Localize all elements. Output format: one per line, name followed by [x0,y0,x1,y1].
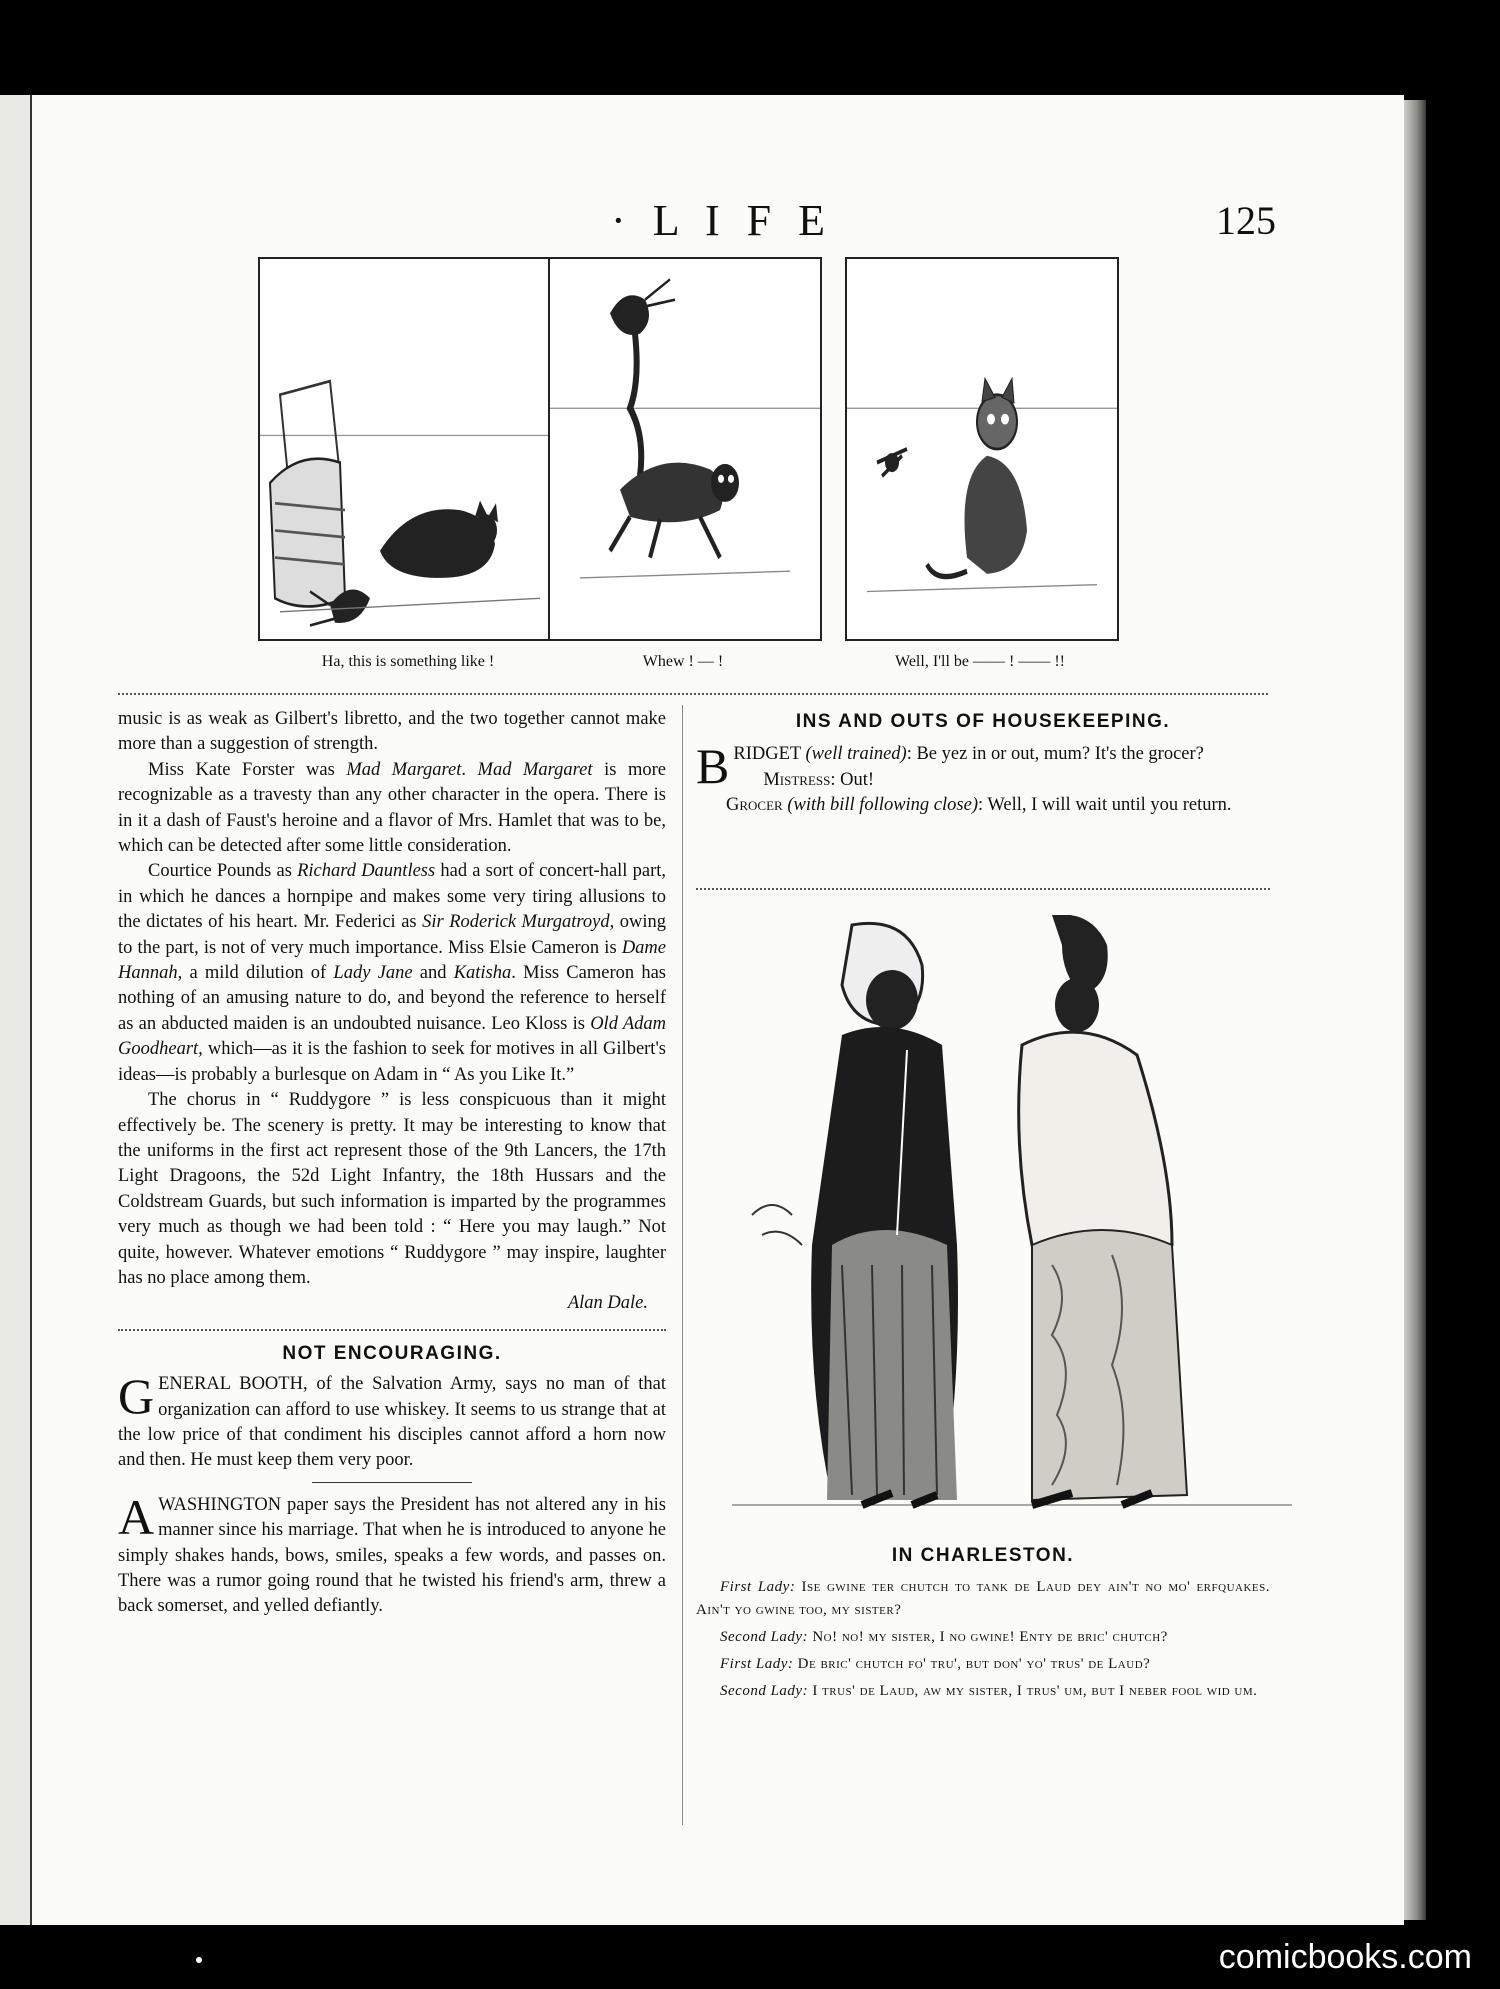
two-ladies-illustration [732,915,1292,1515]
dialog-line: First Lady: De bric' chutch fo' tru', but don' yo' trus' de Laud? [720,1656,1151,1673]
book-spine-edge [1404,100,1426,1920]
article-body: GENERAL BOOTH, of the Salvation Army, says no man of that organization can afford to use whiskey. It seems to us strange that at the low price of that condiment his disciples cannot afford a horn now and then. He must keep them very poor. [118,1368,666,1471]
left-column [118,707,666,1620]
cartoon-caption-1: Ha, this is something like ! [321,653,495,670]
dialog-line: Mistress: Out! [763,769,875,790]
drop-cap: G [118,1368,155,1425]
cartoon-panel-3 [845,257,1119,641]
cartoon-caption-2: Whew ! — ! [642,653,724,670]
column-rule [682,705,683,1825]
review-paragraph: music is as weak as Gilbert's libretto, and the two together cannot make more than a suggestion of strength. [118,709,666,755]
section-divider [696,888,1270,890]
dialog-line: First Lady: Ise gwine ter chutch to tank de Laud dey ain't no mo' erfquakes. Ain't yo gwine too, my sister? [696,1579,1270,1619]
author-signature: Alan Dale. [567,1293,648,1314]
dialog-line: Grocer (with bill following close): Well, I will wait until you return. [726,795,1232,816]
article-title: INS AND OUTS OF HOUSEKEEPING. [795,711,1171,732]
article-title: NOT ENCOURAGING. [282,1342,502,1364]
page-header [32,195,1404,265]
review-paragraph: Courtice Pounds as Richard Dauntless had a sort of concert-hall part, in which he dances a hornpipe and makes some very tiring allusions to the dictates of his heart. Mr. Federici as Sir Roderick Murgatroyd, owing to the part, is not of very much importance. Miss Elsie Cameron is Dame Hannah, a mild dilution of Lady Jane and Katisha. Miss Cameron has nothing of an amusing nature to do, and beyond the reference to herself as an abducted maiden is an undoubted nuisance. Leo Kloss is Old Adam Goodheart, which—as it is the fashion to seek for motives in all Gilbert's ideas—is probably a burlesque on Adam in “ As you Like It.” [118,861,667,1085]
magazine-page [32,95,1404,1925]
charleston-article [696,1543,1270,1703]
article-title: IN CHARLESTON. [891,1545,1075,1566]
cat-leaping-illustration [550,259,820,639]
dialog-line: Second Lady: I trus' de Laud, aw my sister, I trus' um, but I neber fool wid um. [720,1683,1258,1700]
cartoon-panel-1 [258,257,562,641]
left-page-edge [0,95,32,1925]
watermark: comicbooks.com [1218,1938,1472,1976]
cartoon-caption-3: Well, I'll be —— ! —— !! [895,653,1065,670]
drop-cap: A [118,1488,155,1545]
dialog-line: BRIDGET (well trained): Be yez in or out, mum? It's the grocer? [696,738,1204,795]
article-body: AWASHINGTON paper says the President has not altered any in his manner since his marriage. That when he is introduced to anyone he simply shakes hands, bows, smiles, speaks a few words, and passes on. There was a rumor going round that he twisted his friend's arm, threw a back somerset, and yelled defiantly. [118,1488,666,1617]
scan-speck [196,1957,202,1963]
cartoon-panel-2 [548,257,822,641]
dialog-line: Second Lady: No! no! my sister, I no gwine! Enty de bric' chutch? [720,1629,1168,1646]
page-number: 125 [1216,198,1276,243]
review-paragraph: The chorus in “ Ruddygore ” is less conspicuous than it might effectively be. The scenery is pretty. It may be interesting to know that the uniforms in the first act represent those of the 9th Lancers, the 17th Light Dragoons, the 52d Light Infantry, the 18th Hussars and the Coldstream Guards, but such information is imparted by the programmes very much as though we had been told : “ Here you may laugh.” Not quite, however. Whatever emotions “ Ruddygore ” may inspire, laughter has no place among them. [118,1090,666,1288]
charleston-dialog [696,1576,1270,1703]
masthead-title: · L I F E [611,196,833,245]
section-divider [118,693,1268,695]
short-divider [312,1482,472,1483]
housekeeping-article [696,709,1270,819]
review-paragraph: Miss Kate Forster was Mad Margaret. Mad Margaret is more recognizable as a travesty than any other character in the opera. There is in it a dash of Faust's heroine and a flavor of Mrs. Hamlet that was to be, which can be detected after some little consideration. [118,759,667,857]
section-divider [118,1329,666,1331]
cat-sitting-illustration [847,259,1117,639]
drop-cap: B [696,738,730,795]
cat-crouching-illustration [260,259,560,639]
